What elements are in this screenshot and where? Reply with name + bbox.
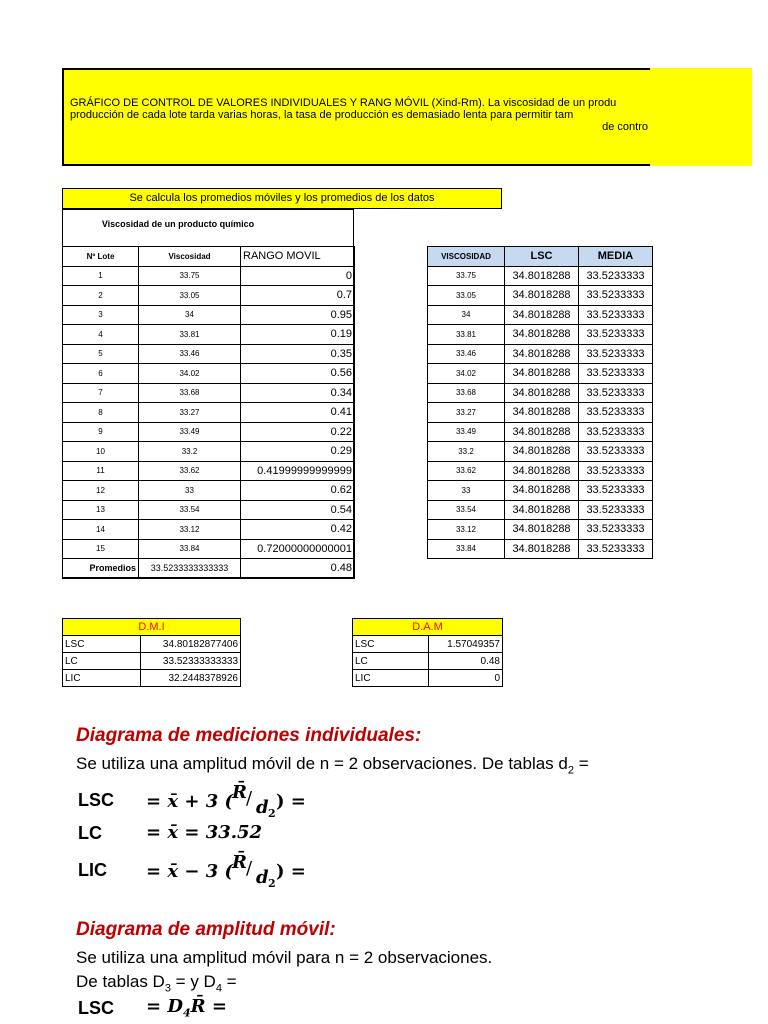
media-cell[interactable]: 33.5233333 xyxy=(579,442,653,462)
rango-movil-cell[interactable]: 0.54 xyxy=(241,500,355,520)
title-banner xyxy=(62,68,650,166)
viscosidad-cell[interactable]: 33 xyxy=(428,481,505,501)
label-lsc-2: LSC xyxy=(78,998,114,1018)
rango-movil-cell[interactable]: 0 xyxy=(241,266,355,286)
viscosity-table xyxy=(62,246,355,579)
table-row xyxy=(428,500,653,520)
lote-cell[interactable]: 9 xyxy=(63,422,139,442)
viscosidad-cell[interactable]: 33.68 xyxy=(428,383,505,403)
rango-movil-cell[interactable]: 0.42 xyxy=(241,520,355,540)
promedio-viscosidad[interactable]: 33.5233333333333 xyxy=(139,559,241,579)
table-row xyxy=(428,325,653,345)
viscosidad-cell[interactable]: 34 xyxy=(139,305,241,325)
table-row xyxy=(428,442,653,462)
viscosidad-cell[interactable]: 33.49 xyxy=(428,422,505,442)
table-row xyxy=(63,305,355,325)
table-row xyxy=(63,422,355,442)
lote-cell[interactable]: 1 xyxy=(63,266,139,286)
media-cell[interactable]: 33.5233333 xyxy=(579,481,653,501)
lsc-cell[interactable]: 34.8018288 xyxy=(505,403,579,423)
rango-movil-cell[interactable]: 0.35 xyxy=(241,344,355,364)
dmi-lsc-label[interactable]: LSC xyxy=(63,636,141,653)
svg-text:2: 2 xyxy=(268,807,276,820)
lsc-cell[interactable]: 34.8018288 xyxy=(505,422,579,442)
rango-movil-cell[interactable]: 0.41999999999999 xyxy=(241,461,355,481)
lote-cell[interactable]: 15 xyxy=(63,539,139,559)
text-d3-sub: 3 xyxy=(164,982,171,995)
table-row xyxy=(63,442,355,462)
svg-text:2: 2 xyxy=(268,877,276,890)
dmi-table xyxy=(62,618,241,687)
table-row xyxy=(428,286,653,306)
lsc-cell[interactable]: 34.8018288 xyxy=(505,305,579,325)
text-d4-sub: 4 xyxy=(215,982,222,995)
media-cell[interactable]: 33.5233333 xyxy=(579,266,653,286)
table-row xyxy=(63,266,355,286)
table-row xyxy=(63,539,355,559)
rango-movil-cell[interactable]: 0.72000000000001 xyxy=(241,539,355,559)
table-row xyxy=(63,286,355,306)
lote-cell[interactable]: 3 xyxy=(63,305,139,325)
viscosidad-cell[interactable]: 33.62 xyxy=(139,461,241,481)
rango-movil-cell[interactable]: 0.7 xyxy=(241,286,355,306)
table-row xyxy=(353,670,503,687)
svg-text:R̄: R̄ xyxy=(232,852,247,873)
text-tables-d3-d4 xyxy=(76,972,237,994)
lote-cell[interactable]: 14 xyxy=(63,520,139,540)
svg-text:) =: ) = xyxy=(276,861,306,882)
media-cell[interactable]: 33.5233333 xyxy=(579,364,653,384)
formula-lc: = x̄ = 33.52 xyxy=(146,822,263,843)
viscosidad-cell[interactable]: 34.02 xyxy=(139,364,241,384)
lsc-cell[interactable]: 34.8018288 xyxy=(505,286,579,306)
table-row xyxy=(63,325,355,345)
table-row xyxy=(63,403,355,423)
formula-lsc-graphic xyxy=(146,780,326,820)
promedios-label[interactable]: Promedios xyxy=(63,559,139,579)
table-row xyxy=(428,383,653,403)
table-row xyxy=(63,500,355,520)
table-row xyxy=(63,636,241,653)
text-d4-end: = xyxy=(221,972,237,991)
table-row xyxy=(63,481,355,501)
main-table-title: Viscosidad de un producto químico xyxy=(101,219,255,229)
lsc-cell[interactable]: 34.8018288 xyxy=(505,461,579,481)
lsc-cell[interactable]: 34.8018288 xyxy=(505,325,579,345)
lsc-cell[interactable]: 34.8018288 xyxy=(505,383,579,403)
viscosidad-cell[interactable]: 33.54 xyxy=(139,500,241,520)
banner-line-3: de contro xyxy=(602,121,648,133)
header-viscosidad[interactable]: VISCOSIDAD xyxy=(428,247,505,267)
viscosidad-cell[interactable]: 33.62 xyxy=(428,461,505,481)
lsc-cell[interactable]: 34.8018288 xyxy=(505,364,579,384)
lote-cell[interactable]: 8 xyxy=(63,403,139,423)
media-cell[interactable]: 33.5233333 xyxy=(579,325,653,345)
text-moving-range: Se utiliza una amplitud móvil para n = 2 observaciones. xyxy=(76,948,493,967)
table-row xyxy=(428,539,653,559)
svg-text:/: / xyxy=(246,858,253,879)
table-row xyxy=(63,344,355,364)
lote-cell[interactable]: 13 xyxy=(63,500,139,520)
dmi-lic-value[interactable]: 32.2448378926 xyxy=(141,670,241,687)
label-lic: LIC xyxy=(78,860,107,880)
rango-movil-cell[interactable]: 0.34 xyxy=(241,383,355,403)
svg-text:d: d xyxy=(256,797,269,818)
dam-lc-label[interactable]: LC xyxy=(353,653,429,670)
promedio-rango[interactable]: 0.48 xyxy=(241,559,355,579)
table-row xyxy=(428,305,653,325)
lote-cell[interactable]: 2 xyxy=(63,286,139,306)
media-cell[interactable]: 33.5233333 xyxy=(579,383,653,403)
section-subtitle: Se calcula los promedios móviles y los promedios de los datos xyxy=(62,188,502,209)
table-row xyxy=(428,520,653,540)
media-cell[interactable]: 33.5233333 xyxy=(579,403,653,423)
text-individual xyxy=(76,754,589,776)
viscosidad-cell[interactable]: 33.2 xyxy=(139,442,241,462)
svg-text:R̄: R̄ xyxy=(232,782,247,803)
banner-line-1: GRÁFICO DE CONTROL DE VALORES INDIVIDUALES Y RANG MÓVIL (Xind-Rm). La viscosidad de un produ xyxy=(70,97,617,109)
rango-movil-cell[interactable]: 0.22 xyxy=(241,422,355,442)
table-row xyxy=(428,481,653,501)
dmi-lsc-value[interactable]: 34.80182877406 xyxy=(141,636,241,653)
table-row xyxy=(428,364,653,384)
viscosidad-cell[interactable]: 33.54 xyxy=(428,500,505,520)
header-viscosidad[interactable]: Viscosidad xyxy=(139,247,241,267)
header-lsc[interactable]: LSC xyxy=(505,247,579,267)
header-lote[interactable]: Nº Lote xyxy=(63,247,139,267)
svg-text:= x̄ − 3 (: = x̄ − 3 ( xyxy=(146,861,234,882)
table-row xyxy=(63,670,241,687)
media-cell[interactable]: 33.5233333 xyxy=(579,500,653,520)
viscosidad-cell[interactable]: 33.84 xyxy=(428,539,505,559)
dam-lsc-value[interactable]: 1.57049357 xyxy=(429,636,503,653)
media-cell[interactable]: 33.5233333 xyxy=(579,422,653,442)
lsc-cell[interactable]: 34.8018288 xyxy=(505,344,579,364)
table-row xyxy=(428,403,653,423)
table-header-row xyxy=(428,247,653,267)
media-cell[interactable]: 33.5233333 xyxy=(579,344,653,364)
table-row xyxy=(63,461,355,481)
formula-lic xyxy=(146,850,326,890)
media-cell[interactable]: 33.5233333 xyxy=(579,520,653,540)
viscosidad-cell[interactable]: 33 xyxy=(139,481,241,501)
table-row xyxy=(63,364,355,384)
text-individual-sub: 2 xyxy=(567,764,574,777)
lote-cell[interactable]: 10 xyxy=(63,442,139,462)
viscosidad-cell[interactable]: 33.75 xyxy=(428,266,505,286)
lsc-cell[interactable]: 34.8018288 xyxy=(505,442,579,462)
heading-moving-range: Diagrama de amplitud móvil: xyxy=(76,919,336,940)
lote-cell[interactable]: 6 xyxy=(63,364,139,384)
svg-text:) =: ) = xyxy=(276,791,306,812)
dam-lic-label[interactable]: LIC xyxy=(353,670,429,687)
viscosidad-cell[interactable]: 33.84 xyxy=(139,539,241,559)
table-footer-row xyxy=(63,559,355,579)
header-media[interactable]: MEDIA xyxy=(579,247,653,267)
table-row xyxy=(353,636,503,653)
rango-movil-cell[interactable]: 0.56 xyxy=(241,364,355,384)
viscosidad-cell[interactable]: 33.75 xyxy=(139,266,241,286)
viscosidad-cell[interactable]: 33.46 xyxy=(428,344,505,364)
table-row xyxy=(63,653,241,670)
viscosidad-cell[interactable]: 33.49 xyxy=(139,422,241,442)
text-individual-main: Se utiliza una amplitud móvil de n = 2 observaciones. De tablas d xyxy=(76,754,568,773)
dam-table xyxy=(352,618,503,687)
table-row xyxy=(428,422,653,442)
text-d3-prefix: De tablas D xyxy=(76,972,165,991)
dam-lic-value[interactable]: 0 xyxy=(429,670,503,687)
lsc-cell[interactable]: 34.8018288 xyxy=(505,520,579,540)
table-row xyxy=(428,266,653,286)
dmi-lic-label[interactable]: LIC xyxy=(63,670,141,687)
chart-data-table xyxy=(427,246,653,559)
viscosidad-cell[interactable]: 33.2 xyxy=(428,442,505,462)
lc-value: 33.52 xyxy=(205,822,263,843)
table-row xyxy=(353,653,503,670)
table-row xyxy=(63,520,355,540)
rango-movil-cell[interactable]: 0.19 xyxy=(241,325,355,345)
rango-movil-cell[interactable]: 0.41 xyxy=(241,403,355,423)
viscosidad-cell[interactable]: 33.27 xyxy=(428,403,505,423)
lsc-cell[interactable]: 34.8018288 xyxy=(505,481,579,501)
formula-lic-graphic xyxy=(146,850,326,890)
table-header-row xyxy=(63,247,355,267)
viscosidad-cell[interactable]: 33.81 xyxy=(428,325,505,345)
viscosidad-cell[interactable]: 33.81 xyxy=(139,325,241,345)
lsc-cell[interactable]: 34.8018288 xyxy=(505,266,579,286)
formula-lsc xyxy=(146,780,326,820)
banner-line-2: producción de cada lote tarda varias horas, la tasa de producción es demasiado lenta para permitir tam xyxy=(70,109,574,121)
media-cell[interactable]: 33.5233333 xyxy=(579,286,653,306)
viscosidad-cell[interactable]: 33.12 xyxy=(139,520,241,540)
heading-individual: Diagrama de mediciones individuales: xyxy=(76,725,422,746)
viscosidad-cell[interactable]: 33.46 xyxy=(139,344,241,364)
viscosidad-cell[interactable]: 33.68 xyxy=(139,383,241,403)
label-lsc: LSC xyxy=(78,790,114,810)
rango-movil-cell[interactable]: 0.29 xyxy=(241,442,355,462)
text-individual-end: = xyxy=(574,754,589,773)
table-row xyxy=(428,344,653,364)
viscosidad-cell[interactable]: 33.05 xyxy=(428,286,505,306)
dmi-title[interactable]: D.M.I xyxy=(63,619,241,636)
table-row xyxy=(428,461,653,481)
dmi-lc-label[interactable]: LC xyxy=(63,653,141,670)
svg-text:d: d xyxy=(256,867,269,888)
lsc-cell[interactable]: 34.8018288 xyxy=(505,539,579,559)
lote-cell[interactable]: 7 xyxy=(63,383,139,403)
lote-cell[interactable]: 11 xyxy=(63,461,139,481)
formula-lsc-2: = $D_4R̄$ = xyxy=(146,996,227,1020)
media-cell[interactable]: 33.5233333 xyxy=(579,461,653,481)
dam-title[interactable]: D.A.M xyxy=(353,619,503,636)
svg-text:/: / xyxy=(246,788,253,809)
viscosidad-cell[interactable]: 33.12 xyxy=(428,520,505,540)
dam-lsc-label[interactable]: LSC xyxy=(353,636,429,653)
banner-extension xyxy=(650,68,752,166)
media-cell[interactable]: 33.5233333 xyxy=(579,539,653,559)
lote-cell[interactable]: 5 xyxy=(63,344,139,364)
viscosidad-cell[interactable]: 34 xyxy=(428,305,505,325)
viscosidad-cell[interactable]: 34.02 xyxy=(428,364,505,384)
lsc-cell[interactable]: 34.8018288 xyxy=(505,500,579,520)
rango-movil-cell[interactable]: 0.95 xyxy=(241,305,355,325)
dam-lc-value[interactable]: 0.48 xyxy=(429,653,503,670)
lote-cell[interactable]: 12 xyxy=(63,481,139,501)
rango-movil-cell[interactable]: 0.62 xyxy=(241,481,355,501)
svg-text:= x̄ + 3 (: = x̄ + 3 ( xyxy=(146,791,234,812)
dmi-lc-value[interactable]: 33.52333333333 xyxy=(141,653,241,670)
label-lc: LC xyxy=(78,823,102,843)
viscosidad-cell[interactable]: 33.27 xyxy=(139,403,241,423)
header-rango-movil[interactable]: RANGO MOVIL xyxy=(241,247,355,267)
text-d3-mid: = y D xyxy=(170,972,216,991)
table-row xyxy=(63,383,355,403)
viscosidad-cell[interactable]: 33.05 xyxy=(139,286,241,306)
lote-cell[interactable]: 4 xyxy=(63,325,139,345)
media-cell[interactable]: 33.5233333 xyxy=(579,305,653,325)
